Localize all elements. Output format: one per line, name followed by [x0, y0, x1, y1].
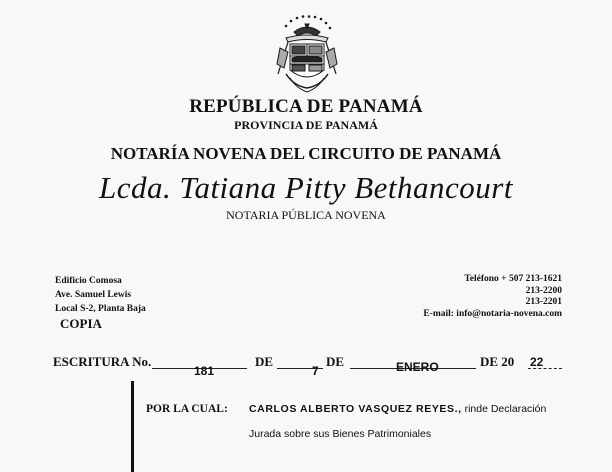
escritura-month: ENERO [396, 360, 439, 374]
de-label-2: DE [326, 354, 345, 369]
phone-line-2: 213-2200 [525, 285, 562, 296]
declarant-name: CARLOS ALBERTO VASQUEZ REYES., [249, 403, 462, 415]
margin-bar [131, 381, 134, 472]
escritura-number: 181 [194, 364, 215, 378]
declaration-text-2: Jurada sobre sus Bienes Patrimoniales [249, 428, 432, 440]
por-la-cual-label: POR LA CUAL: [146, 403, 228, 415]
escritura-day: 7 [312, 364, 319, 378]
notary-title: NOTARIA PÚBLICA NOVENA [226, 208, 386, 222]
office-address [55, 274, 146, 316]
year-line [528, 368, 562, 369]
notaria-heading: NOTARÍA NOVENA DEL CIRCUITO DE PANAMÁ [110, 144, 502, 163]
address-line-2: Ave. Samuel Lewis [55, 290, 132, 300]
notary-name: Lcda. Tatiana Pitty Bethancourt [99, 170, 513, 205]
province-heading: PROVINCIA DE PANAMÁ [234, 118, 378, 132]
de-label-1: DE [255, 354, 274, 369]
escritura-year: 22 [530, 355, 544, 369]
address-line-3: Local S-2, Planta Baja [55, 304, 146, 314]
declaration-text-1: rinde Declaración [461, 403, 547, 415]
phone-line-3: 213-2201 [525, 297, 562, 307]
declaration-line-1 [249, 403, 546, 415]
email-line: E-mail: info@notaria-novena.com [423, 308, 562, 319]
escritura-label: ESCRITURA No. [53, 354, 152, 369]
office-contact [423, 274, 562, 320]
phone-line-1: Teléfono + 507 213-1621 [464, 274, 562, 284]
coat-of-arms-seal [272, 12, 342, 98]
copia-label: COPIA [60, 316, 102, 331]
address-line-1: Edificio Comosa [55, 276, 122, 286]
republic-heading: REPÚBLICA DE PANAMÁ [189, 96, 423, 117]
de-year-label: DE 20 [480, 354, 515, 369]
